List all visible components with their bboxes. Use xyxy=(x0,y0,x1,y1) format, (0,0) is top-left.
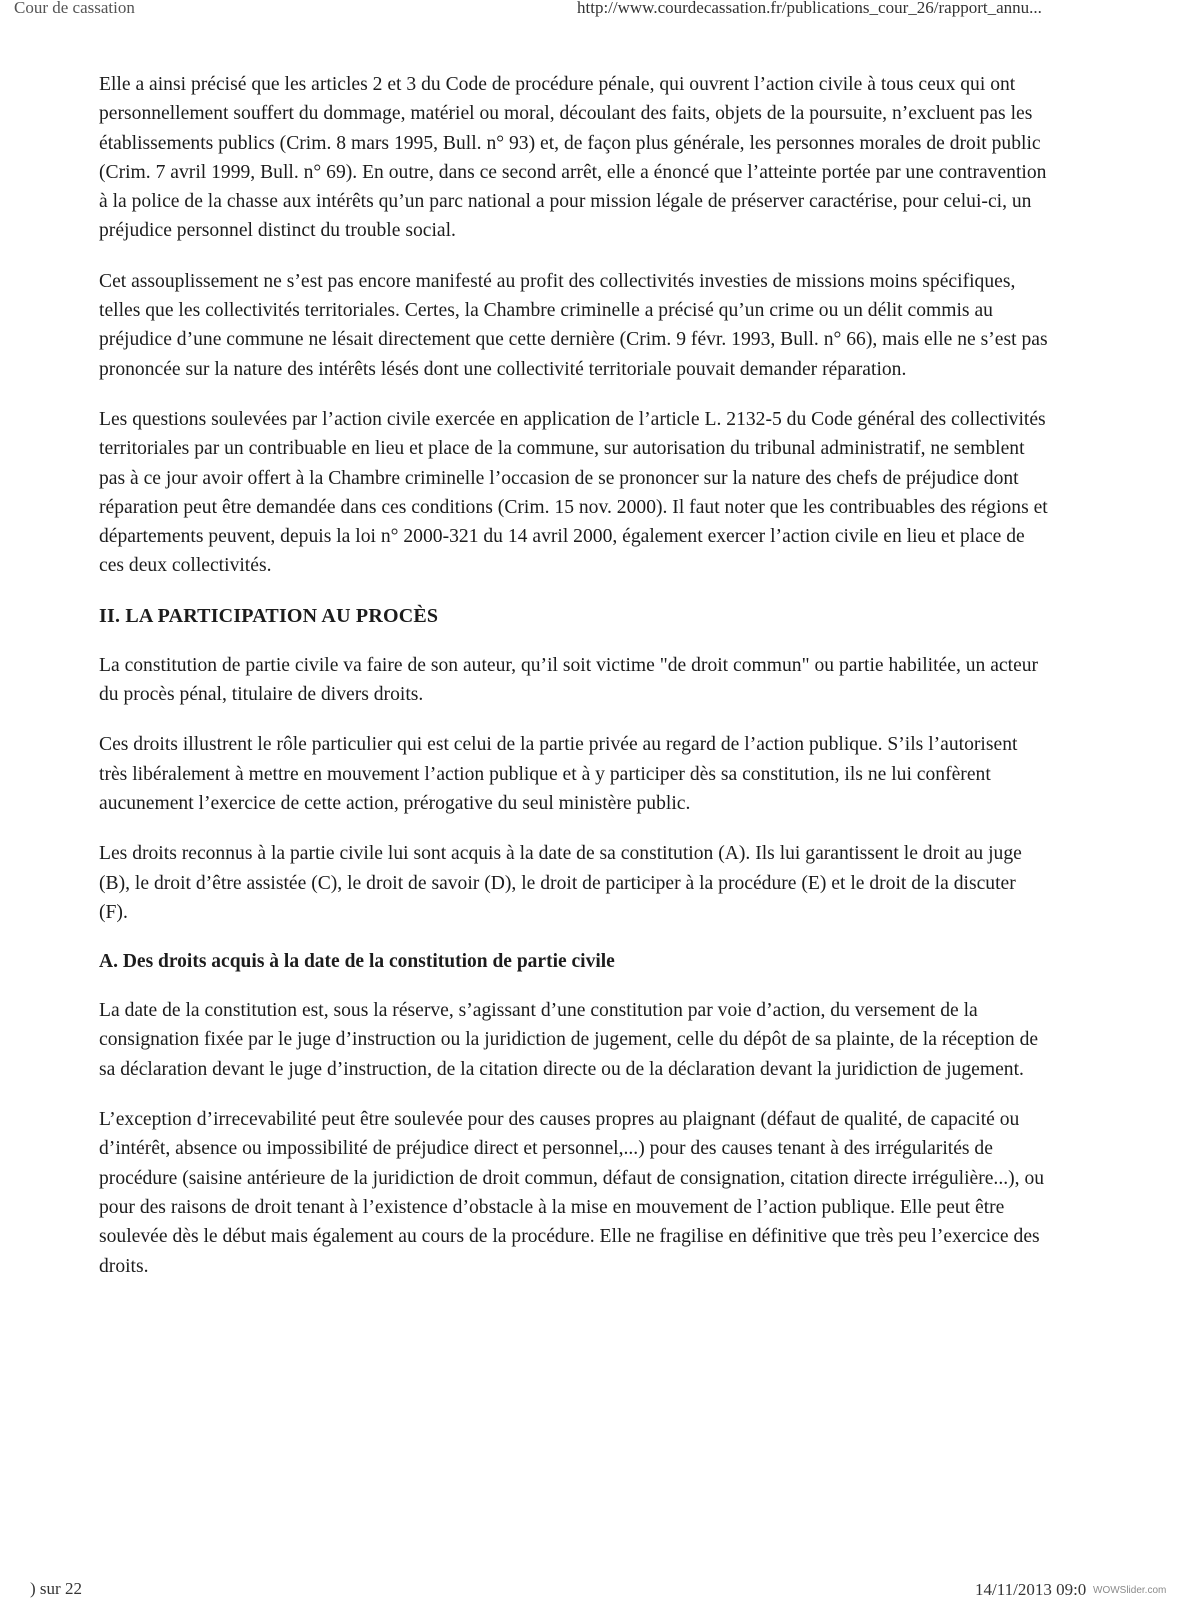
paragraph-4: La constitution de partie civile va faire de son auteur, qu’il soit victime "de droit commun" ou partie habilitée, un acteur du procès pénal, titulaire de divers droits. xyxy=(99,654,1039,706)
paragraph-7: La date de la constitution est, sous la réserve, s’agissant d’une constitution par voie d’action, du versement de la consignation fixée par le juge d’instruction ou la juridiction de jugement, celle du dépôt de sa plainte, de la réception de sa déclaration devant le juge d’instruction, de la citation directe ou de la déclaration devant la juridiction de jugement. xyxy=(99,1000,1039,1080)
paragraph-5: Ces droits illustrent le rôle particulier qui est celui de la partie privée au regard de l’action publique. S’ils l’autorisent très libéralement à mettre en mouvement l’action publique et à y participer dès sa constitution, ils ne lui confèrent aucunement l’exercice de cette action, prérogative du seul ministère public. xyxy=(99,734,1018,814)
subsection-heading: A. Des droits acquis à la date de la constitution de partie civile xyxy=(99,951,615,973)
paragraph-8: L’exception d’irrecevabilité peut être soulevée pour des causes propres au plaignant (défaut de qualité, de capacité ou d’intérêt, absence ou impossibilité de préjudice direct et personnel,...) pour des causes tenant à des irrégularités de procédure (saisine antérieure de la juridiction de droit commun, défaut de consignation, citation directe irrégulière...), ou pour des raisons de droit tenant à l’existence d’obstacle à la mise en mouvement de l’action publique. Elle peut être soulevée dès le début mais également au cours de la procédure. Elle ne fragilise en définitive que très peu l’exercice des droits. xyxy=(99,1109,1045,1277)
section-heading: II. LA PARTICIPATION AU PROCÈS xyxy=(99,604,439,627)
footer-page-number: ) sur 22 xyxy=(30,1579,82,1598)
header-url: http://www.courdecassation.fr/publications_cour_26/rapport_annu... xyxy=(577,0,1042,17)
header-site-name: Cour de cassation xyxy=(14,0,135,17)
paragraph-2: Cet assouplissement ne s’est pas encore manifesté au profit des collectivités investies de missions moins spécifiques, telles que les collectivités territoriales. Certes, la Chambre criminelle a précisé qu’un crime ou un délit commis au préjudice d’une commune ne lésait directement que cette dernière (Crim. 9 févr. 1993, Bull. n° 66), mais elle ne s’est pas prononcée sur la nature des intérêts lésés dont une collectivité territoriale pouvait demander réparation. xyxy=(99,270,1048,380)
watermark: WOWSlider.com xyxy=(1093,1585,1167,1596)
paragraph-3: Les questions soulevées par l’action civile exercée en application de l’article L. 2132-5 du Code général des collectivités territoriales par un contribuable en lieu et place de la commune, sur autorisation du tribunal administratif, ne semblent pas à ce jour avoir offert à la Chambre criminelle l’occasion de se prononcer sur la nature des chefs de préjudice dont réparation peut être demandée dans ces conditions (Crim. 15 nov. 2000). Il faut noter que les contribuables des régions et départements peuvent, depuis la loi n° 2000-321 du 14 avril 2000, également exercer l’action civile en lieu et place de ces deux collectivités. xyxy=(99,408,1048,577)
footer-timestamp: 14/11/2013 09:0 xyxy=(975,1580,1087,1599)
document-body xyxy=(99,70,1049,1302)
paragraph-1: Elle a ainsi précisé que les articles 2 et 3 du Code de procédure pénale, qui ouvrent l’action civile à tous ceux qui ont personnellement souffert du dommage, matériel ou moral, découlant des faits, objets de la poursuite, n’excluent pas les établissements publics (Crim. 8 mars 1995, Bull. n° 93) et, de façon plus générale, les personnes morales de droit public (Crim. 7 avril 1999, Bull. n° 69). En outre, dans ce second arrêt, elle a énoncé que l’atteinte portée par une contravention à la police de la chasse aux intérêts qu’un parc national a pour mission légale de préserver caractérise, pour celui-ci, un préjudice personnel distinct du trouble social. xyxy=(99,74,1047,242)
paragraph-6: Les droits reconnus à la partie civile lui sont acquis à la date de sa constitution (A). Ils lui garantissent le droit au juge (B), le droit d’être assistée (C), le droit de savoir (D), le droit de participer à la procédure (E) et le droit de la discuter (F). xyxy=(99,843,1022,923)
